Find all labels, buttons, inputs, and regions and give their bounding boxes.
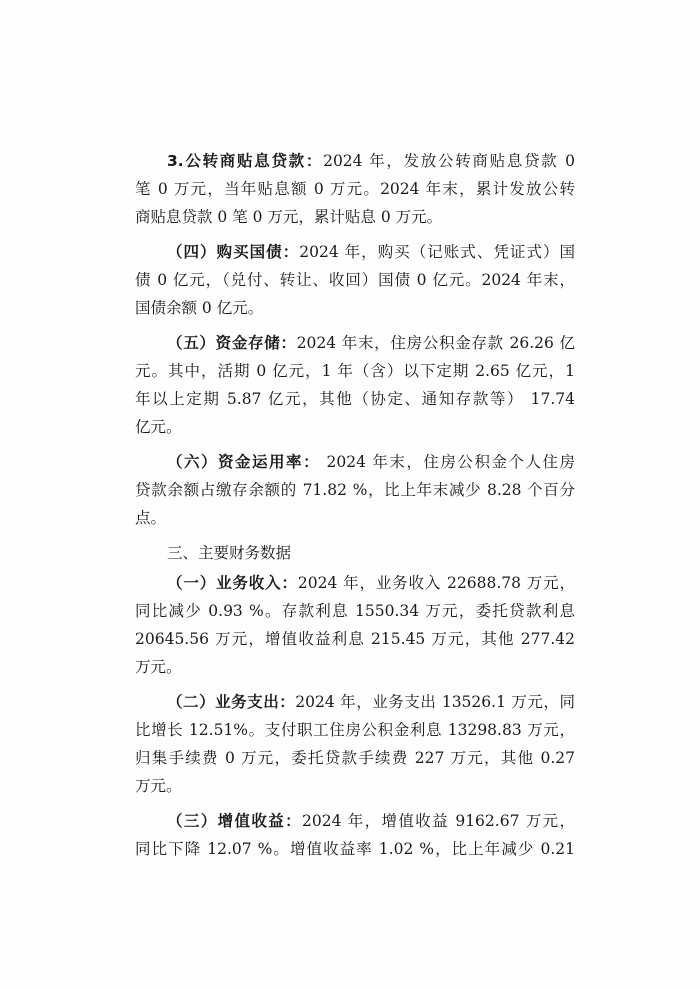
paragraph-title: 3.公转商贴息贷款：	[167, 152, 324, 170]
paragraph-line: 万元。	[135, 658, 182, 676]
paragraph-line: 同比下降 12.07 %。增值收益率 1.02 %，比上年减少 0.21	[135, 840, 575, 858]
paragraph-line: 笔 0 万元，当年贴息额 0 万元。2024 年末，累计发放公转	[135, 180, 575, 198]
paragraph-text: 2024 年，购买（记账式、凭证式）国	[299, 243, 575, 261]
paragraph-text: 2024 年，业务收入 22688.78 万元，	[297, 574, 575, 592]
paragraph-line: 债 0 亿元，（兑付、转让、收回）国债 0 亿元。2024 年末，	[135, 271, 575, 289]
paragraph-line: 点。	[135, 509, 167, 527]
paragraph-line: 同比减少 0.93 %。存款利息 1550.34 万元，委托贷款利息	[135, 602, 575, 620]
paragraph-title: （一）业务收入：	[167, 574, 298, 592]
paragraph-business-income	[135, 569, 575, 681]
paragraph-text: 2024 年，发放公转商贴息贷款 0	[323, 152, 575, 170]
paragraph-title: （二）业务支出：	[167, 693, 296, 711]
paragraph-title: （四）购买国债：	[167, 243, 300, 261]
paragraph-text: 2024 年末，住房公积金个人住房	[320, 453, 575, 471]
paragraph-line: 20645.56 万元，增值收益利息 215.45 万元，其他 277.42	[135, 630, 575, 648]
paragraph-line: 元。其中，活期 0 亿元，1 年（含）以下定期 2.65 亿元，1	[135, 362, 575, 380]
paragraph-fund-deposits	[135, 329, 575, 441]
paragraph-text: 2024 年，增值收益 9162.67 万元，	[302, 812, 575, 830]
section-heading: 三、主要财务数据	[167, 544, 292, 562]
paragraph-treasury-bonds	[135, 238, 575, 322]
paragraph-text: 2024 年，业务支出 13526.1 万元，同	[295, 693, 575, 711]
paragraph-line	[135, 329, 575, 357]
paragraph-value-added-income	[135, 807, 575, 863]
paragraph-title: （六）资金运用率：	[167, 453, 321, 471]
paragraph-text: 2024 年末，住房公积金存款 26.26 亿	[296, 334, 575, 352]
document-body	[135, 147, 575, 863]
paragraph-line: 万元。	[135, 777, 182, 795]
paragraph-line: 亿元。	[135, 418, 182, 436]
paragraph-business-expenditure	[135, 688, 575, 800]
paragraph-line	[135, 147, 575, 175]
paragraph-line: 商贴息贷款 0 笔 0 万元，累计贴息 0 万元。	[135, 208, 443, 226]
paragraph-line: 归集手续费 0 万元，委托贷款手续费 227 万元，其他 0.27	[135, 749, 575, 767]
paragraph-line	[135, 238, 575, 266]
paragraph-line	[135, 569, 575, 597]
paragraph-line: 国债余额 0 亿元。	[135, 299, 264, 317]
paragraph-title: （五）资金存储：	[167, 334, 297, 352]
paragraph-line	[135, 807, 575, 835]
paragraph-line	[135, 688, 575, 716]
paragraph-fund-utilization	[135, 448, 575, 532]
paragraph-interest-subsidy-loans	[135, 147, 575, 231]
paragraph-title: （三）增值收益：	[167, 812, 303, 830]
section-heading-financial-data	[135, 539, 575, 567]
paragraph-line: 年以上定期 5.87 亿元，其他（协定、通知存款等） 17.74	[135, 390, 575, 408]
paragraph-line: 比增长 12.51%。支付职工住房公积金利息 13298.83 万元，	[135, 721, 575, 739]
paragraph-line: 贷款余额占缴存余额的 71.82 %，比上年末减少 8.28 个百分	[135, 481, 575, 499]
paragraph-line	[135, 448, 575, 476]
